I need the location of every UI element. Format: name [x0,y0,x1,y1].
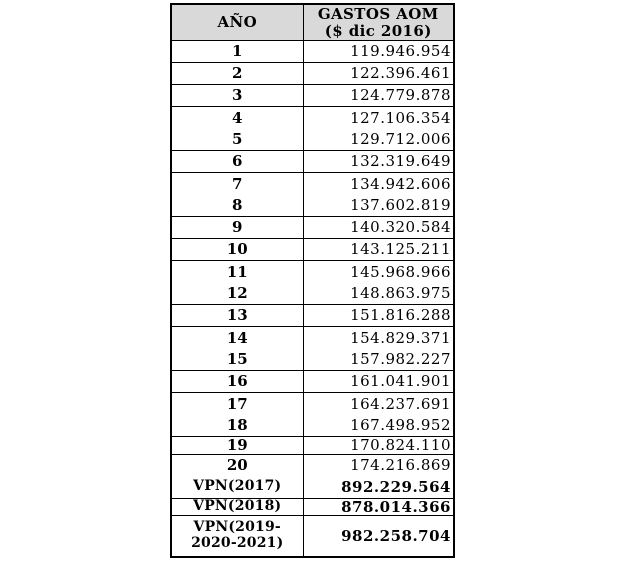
table-row-vpn-2017 [171,476,454,498]
table-row [171,454,454,476]
year-cell: 5 [171,129,303,151]
year-cell: 6 [171,151,303,173]
year-cell: 15 [171,349,303,371]
value-cell: 157.982.227 [303,349,454,371]
table-row [171,239,454,261]
year-cell: 12 [171,283,303,305]
table-row [171,371,454,393]
value-cell: 148.863.975 [303,283,454,305]
table-row [171,41,454,63]
col-header-gastos-line2: ($ dic 2016) [324,21,432,40]
gastos-aom-table [170,3,455,558]
value-cell: 119.946.954 [303,41,454,63]
table-row [171,107,454,129]
value-cell: 124.779.878 [303,85,454,107]
table-row [171,415,454,437]
col-header-gastos [303,4,454,41]
value-cell: 170.824.110 [303,437,454,455]
vpn-value-cell: 878.014.366 [303,498,454,516]
vpn-value-cell: 982.258.704 [303,516,454,557]
vpn-label-cell: VPN(2019-2020-2021) [171,516,303,557]
value-cell: 132.319.649 [303,151,454,173]
table-row [171,85,454,107]
table-row [171,195,454,217]
year-cell: 18 [171,415,303,437]
year-cell: 9 [171,217,303,239]
table-row [171,305,454,327]
table-row [171,217,454,239]
value-cell: 167.498.952 [303,415,454,437]
value-cell: 134.942.606 [303,173,454,195]
year-cell: 4 [171,107,303,129]
value-cell: 145.968.966 [303,261,454,283]
table-row [171,129,454,151]
col-header-gastos-line1: GASTOS AOM [317,4,439,23]
table-row [171,283,454,305]
value-cell: 154.829.371 [303,327,454,349]
year-cell: 10 [171,239,303,261]
table-row-vpn-2019-2020-2021 [171,516,454,557]
table-row [171,173,454,195]
vpn-label-cell: VPN(2018) [171,498,303,516]
value-cell: 129.712.006 [303,129,454,151]
value-cell: 140.320.584 [303,217,454,239]
year-cell: 8 [171,195,303,217]
year-cell: 2 [171,63,303,85]
table-row [171,63,454,85]
table-row-vpn-2018 [171,498,454,516]
vpn-label-cell: VPN(2017) [171,476,303,498]
year-cell: 13 [171,305,303,327]
table-row [171,349,454,371]
year-cell: 11 [171,261,303,283]
year-cell: 16 [171,371,303,393]
table-row [171,151,454,173]
year-cell: 20 [171,454,303,476]
table-header-row [171,4,454,41]
table-row [171,261,454,283]
vpn-value-cell: 892.229.564 [303,476,454,498]
value-cell: 127.106.354 [303,107,454,129]
value-cell: 151.816.288 [303,305,454,327]
table-row [171,437,454,455]
value-cell: 174.216.869 [303,454,454,476]
col-header-ano-label: AÑO [217,13,258,31]
value-cell: 164.237.691 [303,393,454,415]
value-cell: 161.041.901 [303,371,454,393]
value-cell: 137.602.819 [303,195,454,217]
year-cell: 1 [171,41,303,63]
year-cell: 14 [171,327,303,349]
year-cell: 3 [171,85,303,107]
year-cell: 19 [171,437,303,455]
value-cell: 122.396.461 [303,63,454,85]
year-cell: 7 [171,173,303,195]
value-cell: 143.125.211 [303,239,454,261]
year-cell: 17 [171,393,303,415]
table-row [171,327,454,349]
table-row [171,393,454,415]
col-header-ano [171,4,303,41]
